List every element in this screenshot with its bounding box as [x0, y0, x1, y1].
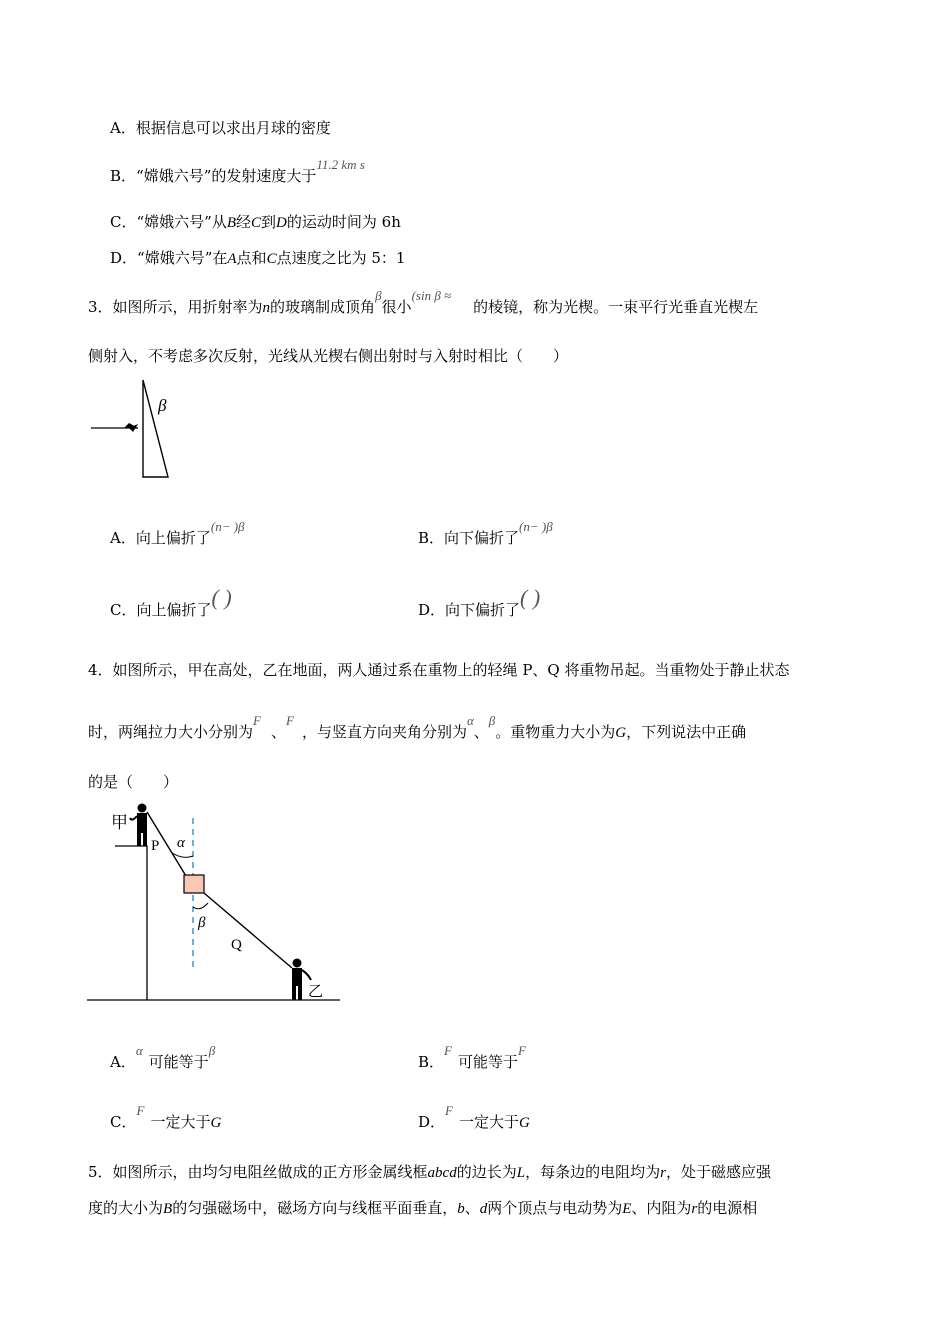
- prism-angle-label: β: [158, 396, 167, 415]
- label-beta: β: [198, 915, 206, 931]
- q4-option-c: C．F一定大于G: [110, 1103, 222, 1131]
- wedge-prism: [143, 380, 168, 477]
- q4-option-a: A．α可能等于β: [110, 1043, 216, 1071]
- label-alpha: α: [177, 835, 185, 851]
- label-q: Q: [231, 937, 242, 953]
- q3-option-b: B．向下偏折了(n− )β: [418, 519, 553, 547]
- q3-stem-line1: 3．如图所示，用折射率为n的玻璃制成顶角β很小(sin β ≈的棱镜，称为光楔。一束平行光垂直光楔左: [88, 288, 759, 316]
- platform: [115, 846, 147, 1000]
- q4-stem-line3: 的是（ ）: [88, 773, 179, 791]
- q2-b-math: 11.2 km s: [316, 157, 365, 172]
- q5-stem-line2: 度的大小为B的匀强磁场中，磁场方向与线框平面垂直，b、d两个顶点与电动势为E、内阻为r的电源相: [88, 1199, 758, 1217]
- q4-stem-line1: 4．如图所示，甲在高处，乙在地面，两人通过系在重物上的轻绳 P、Q 将重物吊起。当重物处于静止状态: [88, 661, 790, 679]
- q3-option-a: A．向上偏折了(n− )β: [110, 519, 245, 547]
- q2-option-c: C．“嫦娥六号”从B经C到D的运动时间为 6h: [110, 213, 401, 231]
- person-jia-icon: [130, 804, 147, 847]
- weight-box: [184, 875, 204, 893]
- rope-q: [204, 893, 292, 968]
- q3-stem-line2: 侧射入，不考虑多次反射，光线从光楔右侧出射时与入射时相比（ ）: [88, 347, 569, 365]
- pulley-figure: [85, 800, 345, 1005]
- q3-option-d: D．向下偏折了( ): [418, 585, 541, 619]
- q5-stem-line1: 5．如图所示，由均匀电阻丝做成的正方形金属线框abcd的边长为L，每条边的电阻均为r，处于磁感应强: [88, 1163, 771, 1181]
- q4-stem-line2: 时，两绳拉力大小分别为F、F，与竖直方向夹角分别为α、β。重物重力大小为G，下列说法中正确: [88, 713, 747, 741]
- q2-option-d: D．“嫦娥六号”在A点和C点速度之比为 5：1: [110, 249, 406, 267]
- q2-option-b: B．“嫦娥六号”的发射速度大于11.2 km s: [110, 157, 365, 185]
- q3-option-c: C．向上偏折了( ): [110, 585, 232, 619]
- label-yi: 乙: [308, 984, 324, 1000]
- label-jia: 甲: [111, 813, 128, 832]
- prism-figure: [88, 375, 198, 485]
- q2-option-a: A．根据信息可以求出月球的密度: [110, 119, 331, 137]
- label-p: P: [151, 838, 160, 854]
- q4-option-b: B．F可能等于F: [418, 1043, 526, 1071]
- q4-option-d: D．F一定大于G: [418, 1103, 530, 1131]
